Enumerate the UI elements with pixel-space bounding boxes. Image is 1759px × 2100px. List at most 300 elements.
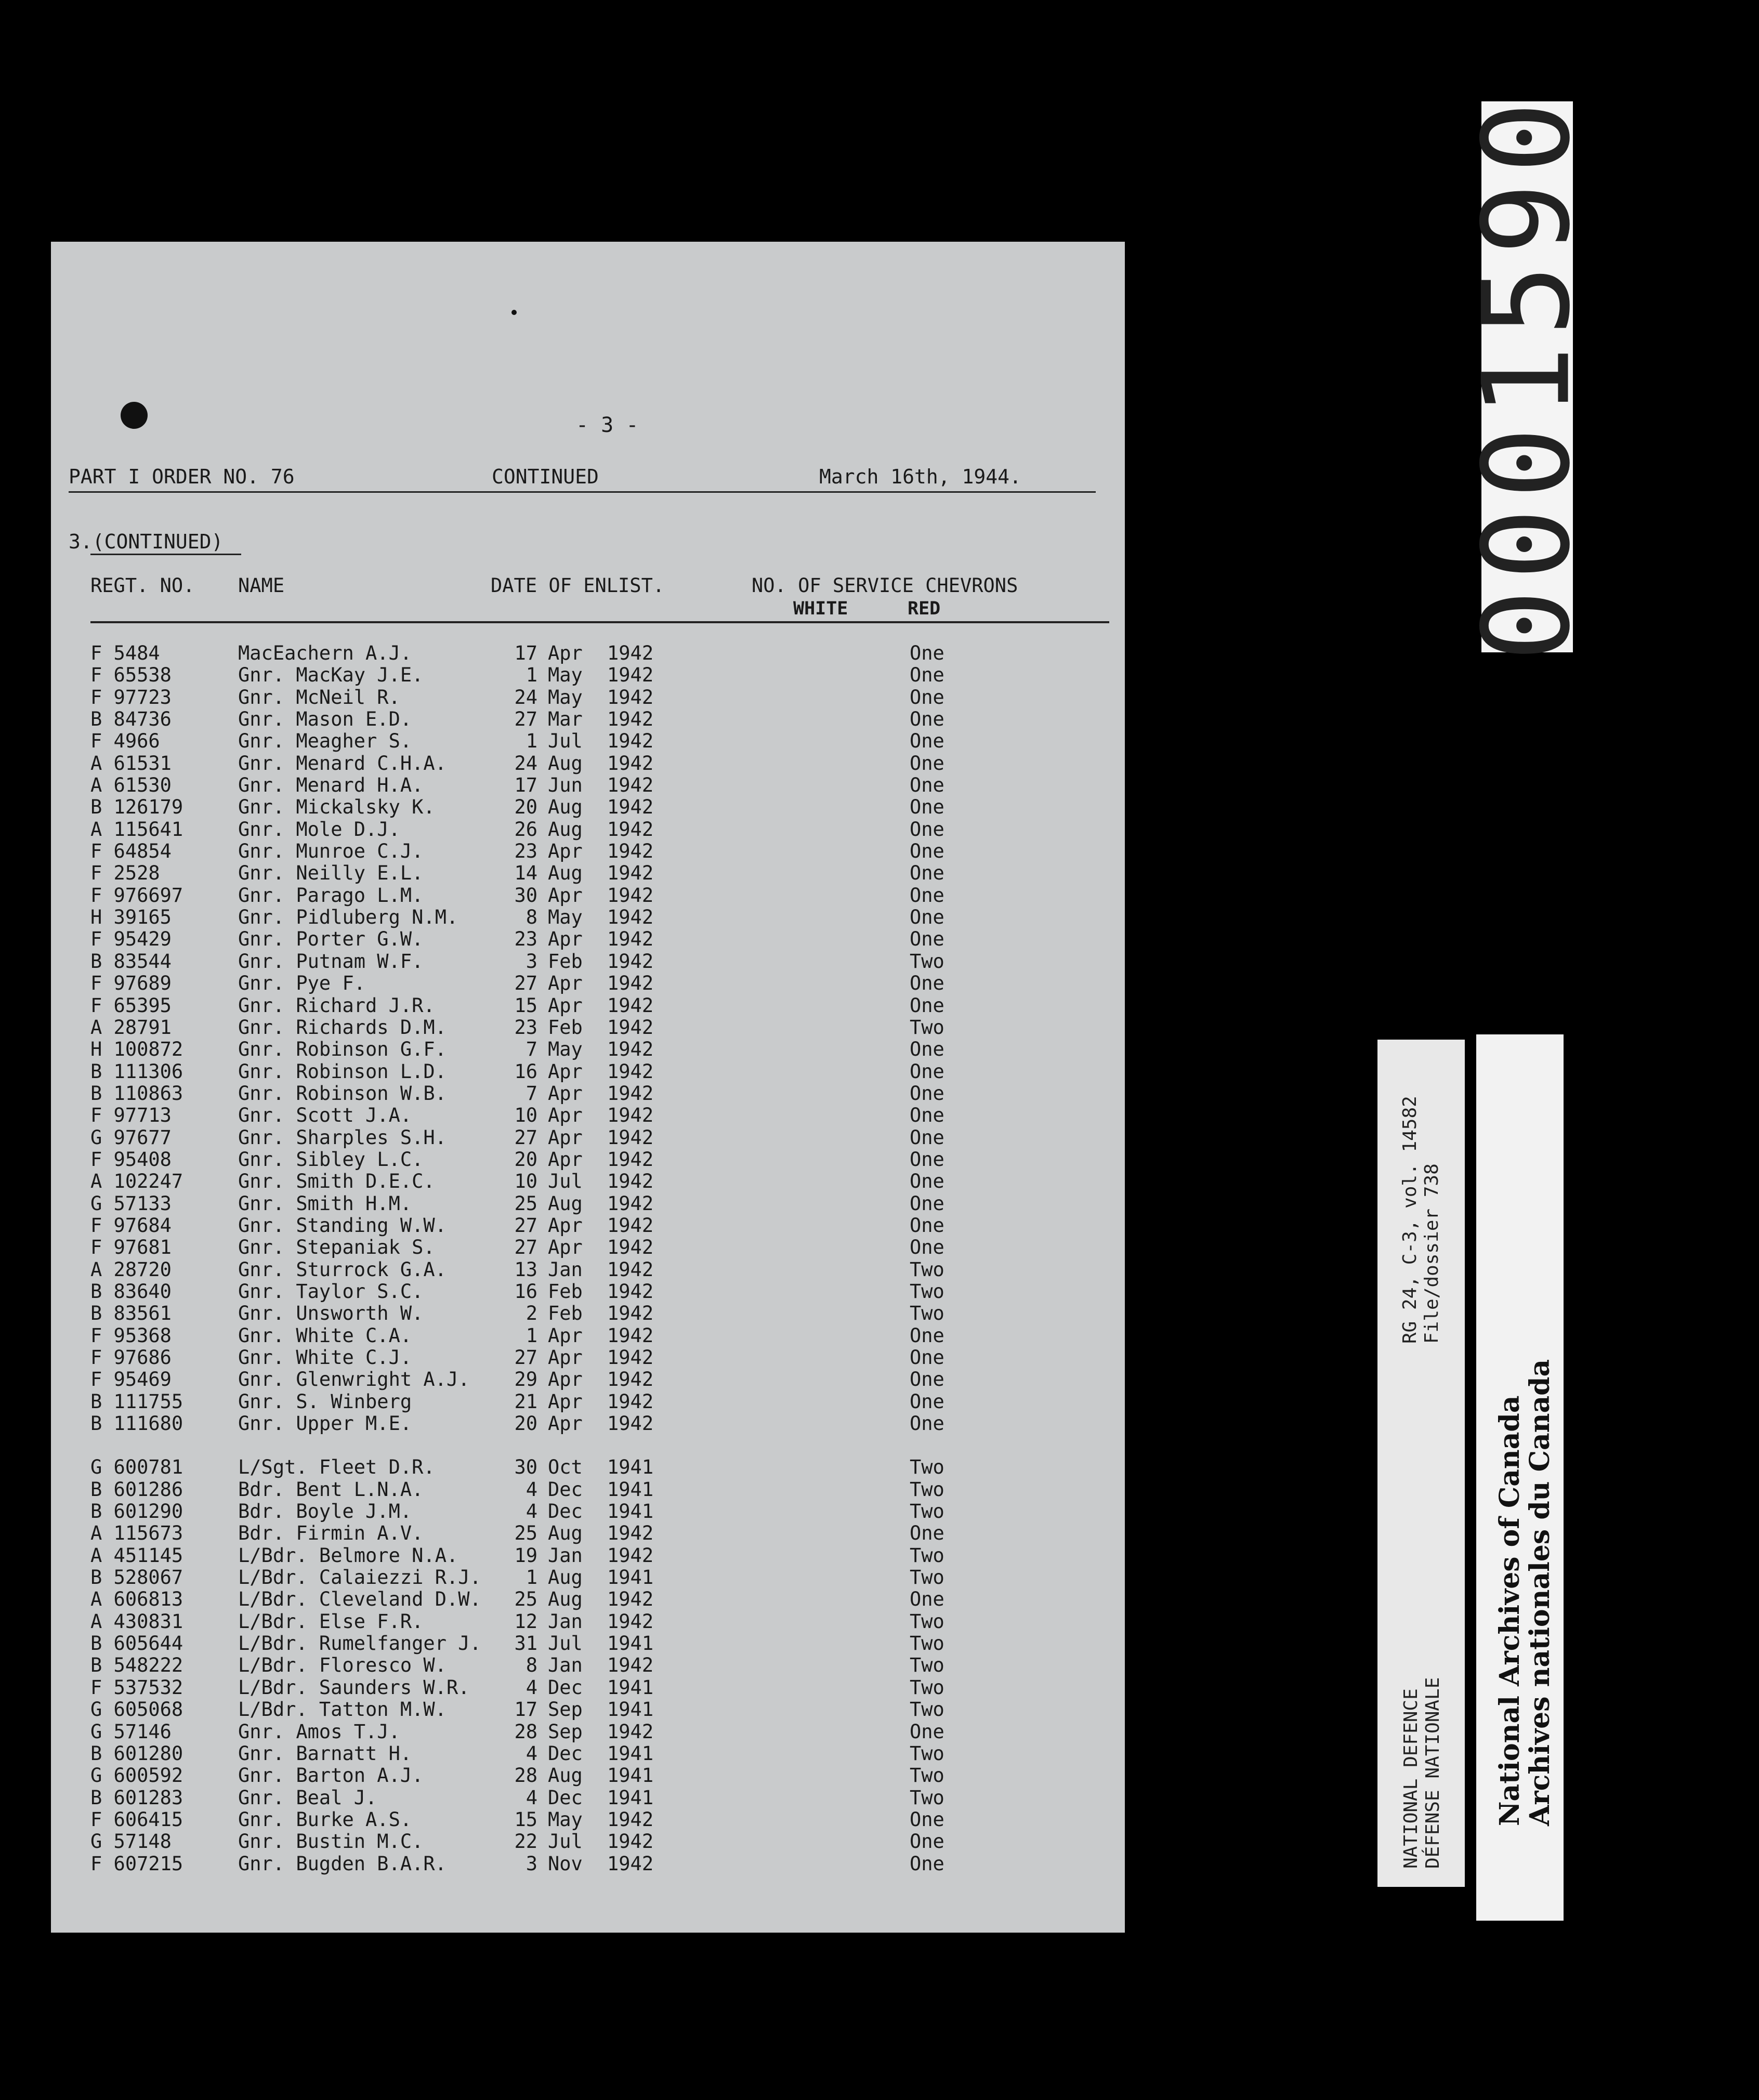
name: Gnr. Beal J. — [238, 1786, 377, 1809]
enlist-month: May — [548, 1038, 583, 1061]
chevrons: One — [910, 730, 944, 753]
name: Gnr. Amos T.J. — [238, 1720, 400, 1743]
table-row — [51, 708, 1125, 730]
name: Gnr. MacKay J.E. — [238, 664, 424, 687]
enlist-year: 1942 — [607, 664, 654, 687]
chevrons: Two — [910, 1016, 944, 1039]
table-row — [51, 1038, 1125, 1060]
enlist-year: 1941 — [607, 1676, 654, 1699]
chevrons: Two — [910, 1654, 944, 1677]
enlist-day: 15 — [514, 1808, 537, 1831]
name: Gnr. Smith D.E.C. — [238, 1170, 435, 1193]
chevrons: One — [910, 1588, 944, 1611]
enlist-year: 1942 — [607, 796, 654, 819]
chevrons: Two — [910, 1676, 944, 1699]
enlist-month: Apr — [548, 1346, 583, 1369]
table-row — [51, 1698, 1125, 1720]
enlist-year: 1942 — [607, 1522, 654, 1545]
name: Gnr. Mason E.D. — [238, 708, 412, 731]
name: L/Bdr. Tatton M.W. — [238, 1698, 447, 1721]
regt-no: F 97684 — [90, 1214, 172, 1237]
regt-no: B 601283 — [90, 1786, 183, 1809]
enlist-month: Jan — [548, 1258, 583, 1281]
enlist-year: 1942 — [607, 1104, 654, 1127]
section-underline — [90, 554, 241, 555]
enlist-month: Aug — [548, 796, 583, 819]
enlist-month: Aug — [548, 1522, 583, 1545]
name: Gnr. White C.J. — [238, 1346, 412, 1369]
enlist-month: Apr — [548, 972, 583, 995]
chevrons: Two — [910, 1786, 944, 1809]
chevrons: One — [910, 972, 944, 995]
enlist-day: 20 — [514, 796, 537, 819]
regt-no: B 83544 — [90, 950, 172, 973]
order-date: March 16th, 1944. — [819, 465, 1021, 488]
enlist-month: Apr — [548, 1148, 583, 1171]
chevrons: One — [910, 796, 944, 819]
regt-no: B 126179 — [90, 796, 183, 819]
regt-no: B 111755 — [90, 1390, 183, 1413]
enlist-year: 1942 — [607, 1016, 654, 1039]
regt-no: B 111306 — [90, 1060, 183, 1083]
enlist-day: 1 — [526, 664, 537, 687]
table-row — [51, 1236, 1125, 1258]
enlist-day: 7 — [526, 1082, 537, 1105]
regt-no: F 976697 — [90, 884, 183, 907]
table-row — [51, 1610, 1125, 1632]
enlist-month: Jun — [548, 774, 583, 797]
regt-no: F 97723 — [90, 686, 172, 708]
chevrons: One — [910, 1390, 944, 1413]
enlist-day: 30 — [514, 884, 537, 907]
table-row — [51, 1478, 1125, 1500]
name: Gnr. S. Winberg — [238, 1390, 412, 1413]
enlist-day: 4 — [526, 1742, 537, 1765]
enlist-day: 13 — [514, 1258, 537, 1281]
enlist-month: Feb — [548, 1280, 583, 1303]
table-row — [51, 1654, 1125, 1676]
table-row — [51, 686, 1125, 708]
enlist-year: 1942 — [607, 972, 654, 995]
enlist-day: 23 — [514, 840, 537, 863]
chevrons: Two — [910, 1500, 944, 1523]
enlist-day: 1 — [526, 1324, 537, 1347]
enlist-month: Apr — [548, 928, 583, 951]
name: L/Bdr. Cleveland D.W. — [238, 1588, 481, 1611]
name: Gnr. Menard C.H.A. — [238, 752, 447, 775]
enlist-day: 27 — [514, 972, 537, 995]
chevrons: Two — [910, 1610, 944, 1633]
table-row — [51, 1456, 1125, 1478]
regt-no: A 451145 — [90, 1544, 183, 1567]
regt-no: F 607215 — [90, 1852, 183, 1875]
name: Gnr. Richard J.R. — [238, 994, 435, 1017]
enlist-year: 1942 — [607, 1412, 654, 1435]
col-white: WHITE — [793, 598, 848, 619]
enlist-month: Nov — [548, 1852, 583, 1875]
col-service-chevrons: NO. OF SERVICE CHEVRONS — [752, 574, 1018, 597]
table-row — [51, 664, 1125, 686]
chevrons: One — [910, 840, 944, 863]
enlist-year: 1942 — [607, 1236, 654, 1259]
regt-no: F 97713 — [90, 1104, 172, 1127]
name: Gnr. Upper M.E. — [238, 1412, 412, 1435]
table-row — [51, 928, 1125, 950]
enlist-day: 27 — [514, 1214, 537, 1237]
name: L/Bdr. Belmore N.A. — [238, 1544, 458, 1567]
enlist-month: Aug — [548, 862, 583, 885]
name: Gnr. Burke A.S. — [238, 1808, 412, 1831]
chevrons: One — [910, 1852, 944, 1875]
enlist-month: May — [548, 1808, 583, 1831]
enlist-month: Apr — [548, 1214, 583, 1237]
chevrons: Two — [910, 1258, 944, 1281]
regt-no: B 84736 — [90, 708, 172, 731]
table-row — [51, 1346, 1125, 1368]
enlist-month: May — [548, 664, 583, 687]
enlist-year: 1942 — [607, 1126, 654, 1149]
enlist-day: 22 — [514, 1830, 537, 1853]
enlist-month: Aug — [548, 752, 583, 775]
chevrons: One — [910, 818, 944, 841]
name: L/Sgt. Fleet D.R. — [238, 1456, 435, 1479]
chevrons: One — [910, 1192, 944, 1215]
continued-label: CONTINUED — [492, 465, 599, 488]
regt-no: B 605644 — [90, 1632, 183, 1655]
name: Bdr. Firmin A.V. — [238, 1522, 424, 1545]
regt-no: G 57148 — [90, 1830, 172, 1853]
enlist-day: 14 — [514, 862, 537, 885]
defense-nationale-text: DÉFENSE NATIONALE — [1422, 1677, 1443, 1869]
enlist-day: 21 — [514, 1390, 537, 1413]
name: L/Bdr. Else F.R. — [238, 1610, 424, 1633]
enlist-year: 1942 — [607, 1214, 654, 1237]
enlist-year: 1942 — [607, 928, 654, 951]
regt-no: A 28720 — [90, 1258, 172, 1281]
table-row — [51, 1082, 1125, 1104]
regt-no: F 95368 — [90, 1324, 172, 1347]
regt-no: F 606415 — [90, 1808, 183, 1831]
enlist-year: 1942 — [607, 1852, 654, 1875]
chevrons: One — [910, 1522, 944, 1545]
enlist-day: 29 — [514, 1368, 537, 1391]
name: Gnr. McNeil R. — [238, 686, 400, 708]
table-row — [51, 1324, 1125, 1346]
enlist-month: Aug — [548, 818, 583, 841]
table-row — [51, 1412, 1125, 1434]
enlist-year: 1942 — [607, 1148, 654, 1171]
enlist-year: 1942 — [607, 1060, 654, 1083]
name: L/Bdr. Calaiezzi R.J. — [238, 1566, 481, 1589]
chevrons: Two — [910, 1742, 944, 1765]
regt-no: A 115673 — [90, 1522, 183, 1545]
enlist-day: 17 — [514, 642, 537, 664]
enlist-month: Sep — [548, 1698, 583, 1721]
chevrons: One — [910, 642, 944, 664]
enlist-year: 1942 — [607, 818, 654, 841]
enlist-month: May — [548, 906, 583, 929]
table-row — [51, 1214, 1125, 1236]
chevrons: One — [910, 1412, 944, 1435]
regt-no: G 57133 — [90, 1192, 172, 1215]
regt-no: A 28791 — [90, 1016, 172, 1039]
row-gap — [51, 1434, 1125, 1456]
name: L/Bdr. Floresco W. — [238, 1654, 447, 1677]
chevrons: Two — [910, 1302, 944, 1325]
table-row — [51, 840, 1125, 862]
table-row — [51, 752, 1125, 774]
regt-no: F 97689 — [90, 972, 172, 995]
chevrons: Two — [910, 1698, 944, 1721]
name: Gnr. Smith H.M. — [238, 1192, 412, 1215]
enlist-year: 1942 — [607, 1258, 654, 1281]
chevrons: One — [910, 1368, 944, 1391]
enlist-day: 3 — [526, 950, 537, 973]
chevrons: One — [910, 1104, 944, 1127]
name: Gnr. Neilly E.L. — [238, 862, 424, 885]
chevrons: One — [910, 1148, 944, 1171]
enlist-month: Apr — [548, 642, 583, 664]
col-name: NAME — [238, 574, 285, 597]
table-row — [51, 906, 1125, 928]
chevrons: One — [910, 1720, 944, 1743]
table-row — [51, 862, 1125, 884]
table-row — [51, 972, 1125, 994]
table-row — [51, 1060, 1125, 1082]
enlistment-table — [51, 642, 1125, 1874]
table-row — [51, 818, 1125, 840]
enlist-year: 1942 — [607, 906, 654, 929]
enlist-day: 8 — [526, 1654, 537, 1677]
regt-no: G 600592 — [90, 1764, 183, 1787]
enlist-day: 28 — [514, 1720, 537, 1743]
table-row — [51, 1258, 1125, 1280]
regt-no: B 601290 — [90, 1500, 183, 1523]
table-row — [51, 730, 1125, 752]
table-row — [51, 1544, 1125, 1566]
enlist-day: 17 — [514, 1698, 537, 1721]
enlist-year: 1942 — [607, 884, 654, 907]
table-row — [51, 1170, 1125, 1192]
name: Bdr. Bent L.N.A. — [238, 1478, 424, 1501]
enlist-year: 1942 — [607, 774, 654, 797]
enlist-day: 23 — [514, 928, 537, 951]
enlist-day: 4 — [526, 1500, 537, 1523]
enlist-month: Aug — [548, 1764, 583, 1787]
table-row — [51, 642, 1125, 664]
regt-no: A 115641 — [90, 818, 183, 841]
file-reference-text: File/dossier 738 — [1421, 1163, 1442, 1344]
enlist-day: 7 — [526, 1038, 537, 1061]
enlist-month: Jul — [548, 1170, 583, 1193]
enlist-month: Apr — [548, 1412, 583, 1435]
regt-no: F 95469 — [90, 1368, 172, 1391]
enlist-month: Jul — [548, 730, 583, 753]
enlist-year: 1942 — [607, 752, 654, 775]
name: Gnr. Mickalsky K. — [238, 796, 435, 819]
enlist-day: 30 — [514, 1456, 537, 1479]
enlist-day: 24 — [514, 752, 537, 775]
enlist-month: Apr — [548, 1104, 583, 1127]
chevrons: One — [910, 884, 944, 907]
enlist-day: 17 — [514, 774, 537, 797]
name: Gnr. Richards D.M. — [238, 1016, 447, 1039]
enlist-day: 1 — [526, 1566, 537, 1589]
regt-no: G 605068 — [90, 1698, 183, 1721]
enlist-year: 1942 — [607, 1038, 654, 1061]
enlist-day: 15 — [514, 994, 537, 1017]
name: Gnr. Scott J.A. — [238, 1104, 412, 1127]
enlist-month: Apr — [548, 1324, 583, 1347]
enlist-month: Jan — [548, 1654, 583, 1677]
name: Gnr. Munroe C.J. — [238, 840, 424, 863]
enlist-month: Dec — [548, 1500, 583, 1523]
table-row — [51, 1764, 1125, 1786]
table-row — [51, 1676, 1125, 1698]
name: Gnr. Sibley L.C. — [238, 1148, 424, 1171]
chevrons: One — [910, 1808, 944, 1831]
enlist-year: 1942 — [607, 1610, 654, 1633]
name: Gnr. Bugden B.A.R. — [238, 1852, 447, 1875]
enlist-month: Feb — [548, 950, 583, 973]
enlist-year: 1942 — [607, 730, 654, 753]
col-red: RED — [908, 598, 941, 619]
chevrons: One — [910, 1214, 944, 1237]
name: Gnr. Parago L.M. — [238, 884, 424, 907]
regt-no: F 95429 — [90, 928, 172, 951]
document-page — [51, 242, 1125, 1933]
table-row — [51, 1390, 1125, 1412]
regt-no: A 430831 — [90, 1610, 183, 1633]
enlist-year: 1941 — [607, 1786, 654, 1809]
chevrons: One — [910, 994, 944, 1017]
name: Gnr. Standing W.W. — [238, 1214, 447, 1237]
enlist-month: Apr — [548, 1390, 583, 1413]
enlist-year: 1942 — [607, 1654, 654, 1677]
table-row — [51, 884, 1125, 906]
enlist-day: 12 — [514, 1610, 537, 1633]
enlist-year: 1942 — [607, 1588, 654, 1611]
col-regt-no: REGT. NO. — [90, 574, 195, 597]
name: Gnr. Pye F. — [238, 972, 366, 995]
chevrons: One — [910, 1038, 944, 1061]
chevrons: One — [910, 752, 944, 775]
regt-no: F 65538 — [90, 664, 172, 687]
name: Gnr. White C.A. — [238, 1324, 412, 1347]
chevrons: One — [910, 1346, 944, 1369]
table-row — [51, 994, 1125, 1016]
chevrons: Two — [910, 1632, 944, 1655]
name: Gnr. Sturrock G.A. — [238, 1258, 447, 1281]
name: L/Bdr. Saunders W.R. — [238, 1676, 470, 1699]
regt-no: F 4966 — [90, 730, 160, 753]
chevrons: Two — [910, 1544, 944, 1567]
enlist-month: Jan — [548, 1610, 583, 1633]
regt-no: F 97681 — [90, 1236, 172, 1259]
enlist-month: Apr — [548, 1236, 583, 1259]
enlist-day: 27 — [514, 1126, 537, 1149]
enlist-day: 4 — [526, 1478, 537, 1501]
regt-no: A 606813 — [90, 1588, 183, 1611]
regt-no: B 111680 — [90, 1412, 183, 1435]
enlist-day: 25 — [514, 1522, 537, 1545]
enlist-month: Dec — [548, 1676, 583, 1699]
enlist-year: 1942 — [607, 1170, 654, 1193]
enlist-year: 1942 — [607, 1830, 654, 1853]
enlist-day: 10 — [514, 1170, 537, 1193]
regt-no: G 97677 — [90, 1126, 172, 1149]
chevrons: Two — [910, 1764, 944, 1787]
enlist-month: Mar — [548, 708, 583, 731]
regt-no: B 110863 — [90, 1082, 183, 1105]
page-number: - 3 - — [576, 413, 639, 437]
chevrons: One — [910, 1236, 944, 1259]
enlist-day: 27 — [514, 1346, 537, 1369]
enlist-year: 1941 — [607, 1478, 654, 1501]
name: MacEachern A.J. — [238, 642, 412, 664]
name: Gnr. Robinson W.B. — [238, 1082, 447, 1105]
enlist-year: 1942 — [607, 1082, 654, 1105]
enlist-year: 1942 — [607, 1346, 654, 1369]
table-row — [51, 1522, 1125, 1544]
enlist-year: 1942 — [607, 840, 654, 863]
enlist-month: Dec — [548, 1786, 583, 1809]
table-header-rule — [90, 621, 1109, 623]
enlist-year: 1942 — [607, 950, 654, 973]
enlist-year: 1941 — [607, 1500, 654, 1523]
table-row — [51, 1280, 1125, 1302]
table-row — [51, 1787, 1125, 1808]
enlist-year: 1941 — [607, 1632, 654, 1655]
table-row — [51, 1721, 1125, 1742]
col-date-of-enlist: DATE OF ENLIST. — [491, 574, 665, 597]
enlist-day: 26 — [514, 818, 537, 841]
enlist-year: 1942 — [607, 1368, 654, 1391]
enlist-month: Jul — [548, 1632, 583, 1655]
table-row — [51, 1148, 1125, 1170]
chevrons: One — [910, 774, 944, 797]
enlist-day: 16 — [514, 1060, 537, 1083]
name: Gnr. Barnatt H. — [238, 1742, 412, 1765]
name: Gnr. Mole D.J. — [238, 818, 400, 841]
table-row — [51, 1104, 1125, 1126]
enlist-year: 1942 — [607, 1192, 654, 1215]
section-heading: 3.(CONTINUED) — [69, 530, 224, 553]
enlist-month: Apr — [548, 840, 583, 863]
chevrons: One — [910, 708, 944, 731]
name: Gnr. Robinson L.D. — [238, 1060, 447, 1083]
table-row — [51, 1632, 1125, 1654]
regt-no: B 601280 — [90, 1742, 183, 1765]
archives-name-en: National Archives of Canada — [1494, 1395, 1526, 1826]
enlist-month: Apr — [548, 994, 583, 1017]
enlist-month: Aug — [548, 1566, 583, 1589]
table-row — [51, 1016, 1125, 1038]
microfilm-frame-strip — [1458, 92, 1597, 662]
name: Gnr. Menard H.A. — [238, 774, 424, 797]
name: Gnr. Porter G.W. — [238, 928, 424, 951]
regt-no: F 65395 — [90, 994, 172, 1017]
chevrons: Two — [910, 1280, 944, 1303]
enlist-year: 1941 — [607, 1456, 654, 1479]
name: L/Bdr. Rumelfanger J. — [238, 1632, 481, 1655]
chevrons: One — [910, 928, 944, 951]
enlist-year: 1941 — [607, 1566, 654, 1589]
archives-label — [1476, 1034, 1564, 1921]
enlist-month: Sep — [548, 1720, 583, 1743]
enlist-day: 20 — [514, 1412, 537, 1435]
table-row — [51, 1853, 1125, 1874]
